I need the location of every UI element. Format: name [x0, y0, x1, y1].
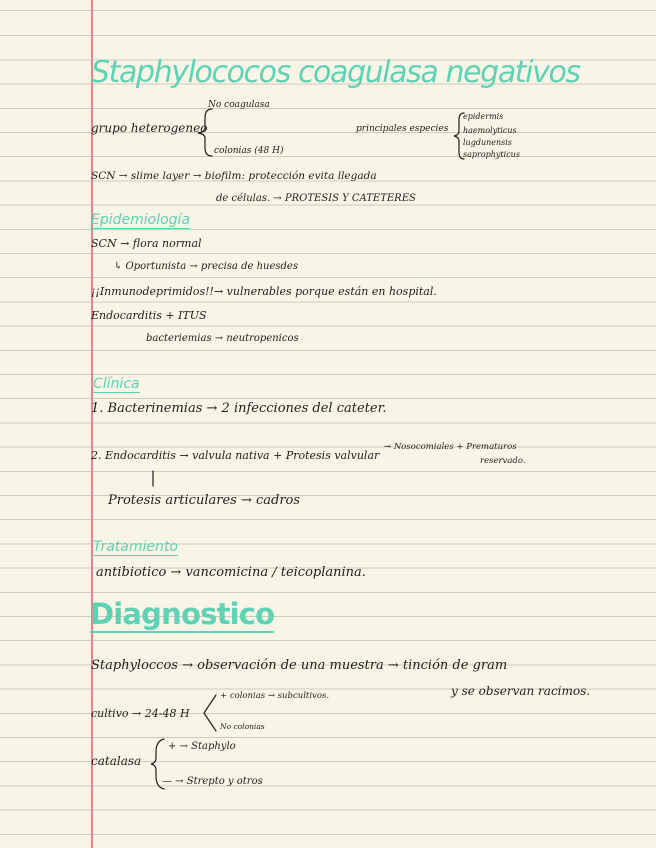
brace-grupo — [196, 108, 216, 158]
scn-slime-line: SCN → slime layer → biofilm: protección evita llegada — [91, 170, 377, 182]
diag-line-1b: y se observan racimos. — [451, 684, 591, 698]
epi-line-2: ↳ Oportunista → precisa de huesdes — [114, 261, 298, 272]
brace-cultivo — [202, 694, 218, 734]
diag-line-1: Staphyloccos → observación de una muestra → tinción de gram — [91, 658, 508, 673]
diag-cultivo: cultivo → 24-48 H — [91, 707, 190, 720]
page-title: Staphylococos coagulasa negativos — [91, 55, 580, 90]
especies-label: principales especies — [356, 124, 449, 134]
diag-cultivo-top: + colonias → subcultivos. — [220, 691, 330, 701]
colonias-48h-text: colonias (48 H) — [214, 146, 284, 156]
clinica-item-2-branch: → Nosocomiales + Prematuros — [384, 442, 517, 452]
clinica-item-2: 2. Endocarditis → valvula nativa + Protesis valvular — [91, 449, 380, 462]
heading-diagnostico: Diagnostico — [90, 597, 275, 631]
especie-3: lugdunensis — [463, 138, 512, 147]
diag-catalasa-top: + → Staphylo — [168, 741, 236, 752]
diag-catalasa: catalasa — [91, 754, 142, 768]
epi-line-5: bacteriemias → neutropenicos — [146, 333, 299, 344]
clinica-connector — [150, 470, 156, 488]
tratamiento-line: antibiotico → vancomicina / teicoplanina. — [96, 565, 366, 580]
epi-line-1: SCN → flora normal — [91, 237, 202, 250]
clinica-item-2-sub: Protesis articulares → cadros — [108, 493, 301, 508]
epi-line-4: Endocarditis + ITUS — [91, 309, 207, 322]
especie-1: epidermis — [463, 112, 504, 121]
clinica-item-2-branch2: reservado. — [480, 456, 526, 466]
diag-catalasa-bottom: — → Strepto y otros — [162, 776, 263, 787]
epi-line-3: ¡¡Inmunodeprimidos!!→ vulnerables porque están en hospital. — [91, 285, 437, 298]
especie-4: saprophyticus — [463, 150, 520, 159]
grupo-heterogeneo-text: grupo heterogeneo — [91, 121, 208, 135]
heading-clinica: Clínica — [93, 376, 140, 392]
diag-cultivo-bottom: No colonias — [220, 722, 265, 731]
heading-tratamiento: Tratamiento — [93, 539, 178, 555]
no-coagulasa-text: No coagulasa — [208, 100, 270, 110]
especie-2: haemolyticus — [463, 126, 517, 135]
heading-epidemiologia: Epidemiología — [91, 212, 191, 228]
scn-protesis-line: de células. → PROTESIS Y CATETERES — [216, 193, 416, 204]
clinica-item-1: 1. Bacterinemias → 2 infecciones del cateter. — [91, 401, 387, 416]
